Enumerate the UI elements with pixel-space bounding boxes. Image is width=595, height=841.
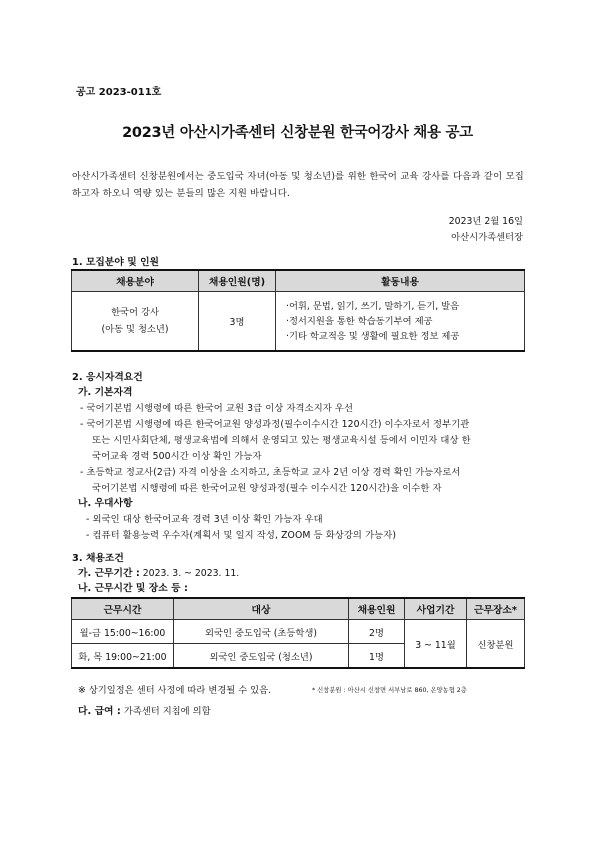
salary	[78, 703, 211, 717]
signer: 아산시가족센터장	[451, 232, 523, 243]
time-place-heading: 나. 근무시간 및 장소 등 :	[78, 583, 188, 594]
activity-item: ·정서지원을 통한 학습동기부여 제공	[286, 315, 433, 327]
col-headcount: 채용인원	[349, 598, 405, 620]
col-period: 사업기간	[405, 598, 467, 620]
basic-qual-heading: 가. 기본자격	[78, 387, 133, 398]
field-line: (아동 및 청소년)	[101, 324, 169, 335]
work-period	[78, 565, 239, 579]
basic-qual-line: 또는 시민사회단체, 평생교육법에 의해서 운영되고 있는 평생교육시설 등에서 이민자 대상 한	[92, 435, 471, 446]
activity-cell	[276, 292, 525, 352]
col-target: 대상	[174, 598, 349, 620]
place-note: * 신창분원 : 아산시 신창면 서부남로 860, 온양농협 2층	[312, 687, 467, 694]
target-cell: 외국인 중도입국 (초등학생)	[174, 620, 349, 644]
col-count: 채용인원(명)	[199, 270, 276, 292]
headcount-cell: 1명	[349, 644, 405, 669]
notice-number: 공고 2023-011호	[76, 87, 162, 98]
activity-item: ·어휘, 문법, 읽기, 쓰기, 말하기, 듣기, 발음	[286, 300, 460, 312]
basic-qual-line: - 국어기본법 시행령에 따른 한국어교원 양성과정(필수이수시간 120시간) 이수자로서 정부기관	[80, 419, 470, 430]
work-time-cell: 화, 목 19:00~21:00	[72, 644, 174, 669]
basic-qual-line: - 초등학교 정교사(2급) 자격 이상을 소지하고, 초등학교 교사 2년 이상 경력 확인 가능자로서	[80, 467, 461, 478]
pref-line: - 외국인 대상 한국어교육 경력 3년 이상 확인 가능자 우대	[86, 514, 323, 525]
headcount-cell: 2명	[349, 620, 405, 644]
col-activity: 활동내용	[276, 270, 525, 292]
table-row	[72, 620, 525, 644]
page-title: 2023년 아산시가족센터 신창분원 한국어강사 채용 공고	[122, 125, 473, 141]
intro-paragraph: 아산시가족센터 신창분원에서는 중도입국 자녀(아동 및 청소년)를 위한 한국어 교육 강사를 다음과 같이 모집하고자 하오니 역량 있는 분들의 많은 지원 바랍니다.	[72, 171, 524, 199]
salary-value: 가족센터 지침에 의함	[120, 706, 211, 717]
schedule-note: ※ 상기일정은 센터 사정에 따라 변경될 수 있음.	[78, 685, 272, 696]
pref-heading: 나. 우대사항	[78, 498, 133, 509]
work-period-value: 2023. 3. ~ 2023. 11.	[139, 568, 240, 579]
pref-line: - 컴퓨터 활용능력 우수자(계획서 및 일지 작성, ZOOM 등 화상강의 가능자)	[86, 530, 397, 541]
work-period-label: 가. 근무기간 :	[78, 568, 140, 579]
basic-qual-line: - 국어기본법 시행령에 따른 한국어 교원 3급 이상 자격소지자 우선	[80, 403, 354, 414]
count-cell: 3명	[199, 292, 276, 352]
basic-qual-line: 국어기본법 시행령에 따른 한국어교원 양성과정(필수 이수시간 120시간)을 이수한 자	[92, 483, 442, 494]
section1-heading: 1. 모집분야 및 인원	[72, 257, 160, 268]
schedule-table	[71, 597, 525, 669]
work-time-cell: 월-금 15:00~16:00	[72, 620, 174, 644]
col-place-mark: *	[511, 605, 517, 616]
section3-heading: 3. 채용조건	[72, 553, 124, 564]
recruitment-table	[71, 269, 525, 352]
basic-qual-line: 국어교육 경력 500시간 이상 확인 가능자	[92, 451, 262, 462]
field-cell	[72, 292, 199, 352]
place-cell: 신창분원	[467, 620, 525, 669]
target-cell: 외국인 중도입국 (청소년)	[174, 644, 349, 669]
col-field: 채용분야	[72, 270, 199, 292]
col-place	[467, 598, 525, 620]
col-work-time: 근무시간	[72, 598, 174, 620]
activity-item: ·기타 학교적응 및 생활에 필요한 정보 제공	[286, 330, 460, 342]
field-line: 한국어 강사	[111, 307, 159, 318]
notice-date: 2023년 2월 16일	[448, 216, 523, 227]
salary-label: 다. 급여 :	[78, 706, 121, 717]
period-cell: 3 ~ 11월	[405, 620, 467, 669]
col-place-label: 근무장소	[474, 605, 512, 616]
section2-heading: 2. 응시자격요건	[72, 372, 143, 383]
